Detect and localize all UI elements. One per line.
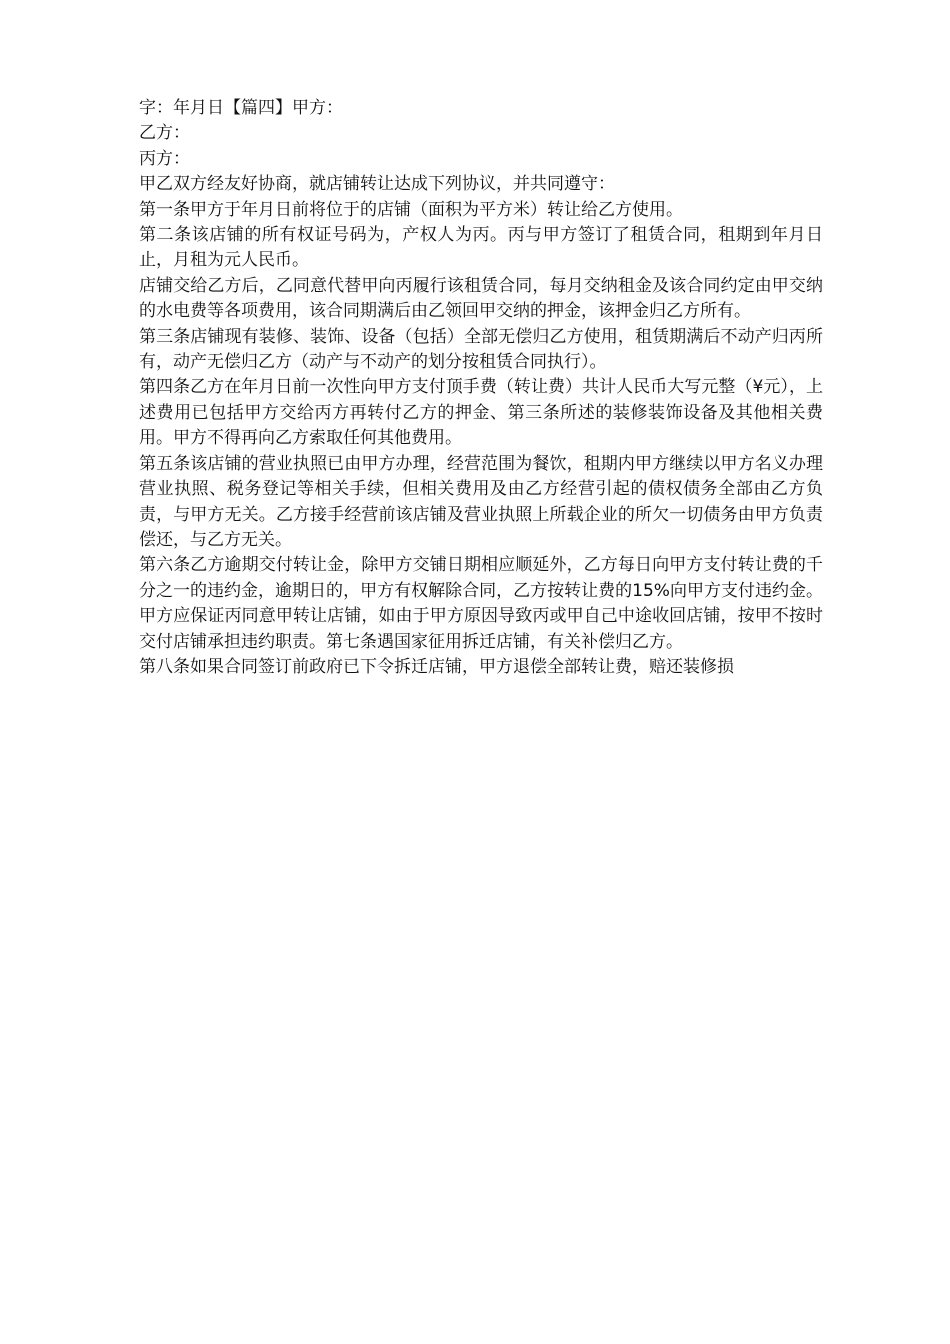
paragraph-article-1: 第一条甲方于年月日前将位于的店铺（面积为平方米）转让给乙方使用。: [139, 199, 683, 220]
paragraph-preamble: 甲乙双方经友好协商，就店铺转让达成下列协议，并共同遵守：: [139, 174, 615, 195]
paragraph-article-3: 第三条店铺现有装修、装饰、设备（包括）全部无偿归乙方使用，租赁期满后不动产归丙所有，动产无偿归乙方（动产与不动产的划分按租赁合同执行）。: [139, 326, 823, 373]
paragraph-article-2: 第二条该店铺的所有权证号码为，产权人为丙。丙与甲方签订了租赁合同，租期到年月日止，月租为元人民币。: [139, 225, 823, 271]
paragraph-party-b: 乙方：: [139, 123, 190, 144]
paragraph-article-4: 第四条乙方在年月日前一次性向甲方支付顶手费（转让费）共计人民币大写元整（¥元），上述费用已包括甲方交给丙方再转付乙方的押金、第三条所述的装修装饰设备及其他相关费用。甲方不得再向乙方索取任何其他费用。: [139, 377, 823, 449]
paragraph-article-8: 第八条如果合同签订前政府已下令拆迁店铺，甲方退偿全部转让费，赔还装修损: [139, 656, 734, 677]
paragraph-article-5: 第五条该店铺的营业执照已由甲方办理，经营范围为餐饮，租期内甲方继续以甲方名义办理营业执照、税务登记等相关手续，但相关费用及由乙方经营引起的债权债务全部由乙方负责，与甲方无关。乙方接手经营前该店铺及营业执照上所载企业的所欠一切债务由甲方负责偿还，与乙方无关。: [139, 453, 823, 550]
paragraph-heading: 字：年月日【篇四】甲方：: [139, 98, 343, 118]
paragraph-article-6: 第六条乙方逾期交付转让金，除甲方交铺日期相应顺延外，乙方每日向甲方支付转让费的千分之一的违约金，逾期日的，甲方有权解除合同，乙方按转让费的15%向甲方支付违约金。甲方应保证丙同意甲转让店铺，如由于甲方原因导致丙或甲自己中途收回店铺，按甲不按时交付店铺承担违约职责。第七条遇国家征用拆迁店铺，有关补偿归乙方。: [139, 555, 823, 652]
paragraph-article-2-cont: 店铺交给乙方后，乙同意代替甲向丙履行该租赁合同，每月交纳租金及该合同约定由甲交纳的水电费等各项费用，该合同期满后由乙领回甲交纳的押金，该押金归乙方所有。: [139, 275, 823, 322]
paragraph-party-c: 丙方：: [139, 148, 190, 169]
document-body: [139, 96, 823, 680]
